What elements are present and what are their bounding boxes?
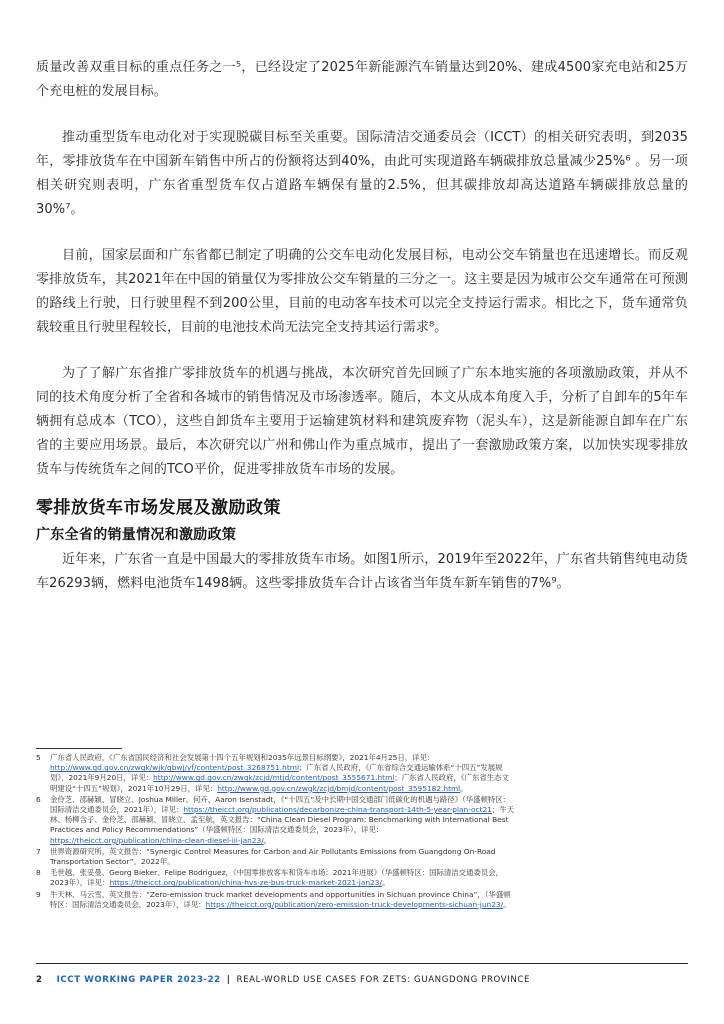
footnote-text-part: ；广东省人民政府，《广东省综合交通运输体系“十四五”发展规划》，2021年9月20日，详见： xyxy=(50,763,503,783)
footnote-9 xyxy=(36,890,516,910)
footnote-text-part: 毛世越、张妥曼、Georg Bieker、Felipe Rodriguez，《中国零排放客车和货车市场：2021年进展》（华盛顿特区：国际清洁交通委员会，2023年），详见： xyxy=(50,868,504,888)
footer-divider xyxy=(36,963,688,964)
footnote-text-part: 。 xyxy=(381,878,390,888)
footnotes xyxy=(36,753,516,911)
footnote-divider xyxy=(36,748,122,749)
series-label: ICCT WORKING PAPER 2023-22 xyxy=(56,975,221,985)
footnote-number: 9 xyxy=(36,889,41,899)
footnote-link[interactable]: http://www.gd.gov.cn/zwgk/wjk/qbwj/yf/content/post_3268751.html xyxy=(50,763,300,773)
footer-separator: | xyxy=(226,975,231,985)
footnote-text-part: ；牛天林、杨柳含子、金伶芝、邵赫颖、冒晓立、孟至航，英文报告：“China Clean Diesel Program: Benchmarking with International Best Practices and Policy Recommendations”（华盛顿特区：国际清洁交通委员会，2023年），详见： xyxy=(50,805,515,835)
paragraph-2: 推动重型货车电动化对于实现脱碳目标至关重要。国际清洁交通委员会（ICCT）的相关研究表明，到2035年，零排放货车在中国新车销售中所占的份额将达到40%，由此可实现道路车辆碳排放总量减少25%⁶ 。另一项相关研究则表明，广东省重型货车仅占道路车辆保有量的2.5%，但其碳排放却高达道路车辆碳排放总量的30%⁷。 xyxy=(36,130,688,217)
footnote-text-part: 金伶芝、邵赫颖、冒晓立、Joshua Miller、何卉、Aaron Isenstadt，《“十四五”及中长期中国交通部门低碳化的机遇与路径》（华盛顿特区：国际清洁交通委员会，2021年），详见： xyxy=(50,794,511,815)
paragraph-4: 为了了解广东省推广零排放货车的机遇与挑战，本次研究首先回顾了广东本地实施的各项激励政策，并从不同的技术角度分析了全省和各城市的销售情况及市场渗透率。随后，本文从成本角度入手，分析了自卸车的5年车辆拥有总成本（TCO），这些自卸货车主要用于运输建筑材料和建筑废弃物（泥头车），这是新能源自卸车在广东省的主要应用场景。最后，本次研究以广州和佛山作为重点城市，提出了一套激励政策方案，以加快实现零排放货车与传统货车之间的TCO平价，促进零排放货车市场的发展。 xyxy=(36,366,688,477)
footnote-number: 8 xyxy=(36,868,41,878)
footnote-8 xyxy=(36,868,516,888)
footnote-link[interactable]: http://www.gd.gov.cn/zwgk/zcjd/bmjd/content/post_3595182.html xyxy=(217,783,461,793)
footnote-link[interactable]: http://www.gd.gov.cn/zwgk/zcjd/mtjd/content/post_3555671.html xyxy=(153,773,395,783)
footnote-number: 7 xyxy=(36,846,41,856)
page-footer xyxy=(36,975,530,985)
footnote-link[interactable]: https://theicct.org/publication/zero-emission-truck-developments-sichuan-jun23/ xyxy=(205,899,504,909)
footnote-text-part: 广东省人民政府，《广东省国民经济和社会发展第十四个五年规划和2035年远景目标纲要》，2021年4月25日，详见： xyxy=(50,753,435,762)
footnote-link[interactable]: https://theicct.org/publications/decarbonize-china-transport-14th-5-year-plan-oct21 xyxy=(183,805,492,815)
footnote-number: 6 xyxy=(36,794,41,804)
footnote-text: 世界资源研究所，英文报告：“Synergic Control Measures for Carbon and Air Pollutants Emissions from Guangdong On-Road Transportation Sector”，2022年。 xyxy=(50,846,496,867)
paragraph-1: 质量改善双重目标的重点任务之一⁵，已经设定了2025年新能源汽车销量达到20%、建成4500家充电站和25万个充电桩的发展目标。 xyxy=(36,60,688,99)
footnote-text-part: 。 xyxy=(263,835,272,845)
paragraph-3: 目前，国家层面和广东省都已制定了明确的公交车电动化发展目标，电动公交车销量也在迅速增长。而反观零排放货车，其2021年在中国的销量仅为零排放公交车销量的三分之一。这主要是因为城市公交车通常在可预测的路线上行驶，日行驶里程不到200公里，目前的电动客车技术可以完全支持运行需求。相比之下，货车通常负载较重且行驶里程较长，目前的电池技术尚无法完全支持其运行需求⁸。 xyxy=(36,248,688,335)
footnote-text-part: 牛天林、马云雪，英文报告：“Zero-emission truck market developments and opportunities in Sichuan province China”，（华盛顿特区：国际清洁交通委员会，2023年），详见： xyxy=(50,889,511,909)
footnote-6 xyxy=(36,795,516,846)
footnote-text-part: 。 xyxy=(460,783,468,793)
footnote-text-part: ；广东省人民政府，《广东省生态文明建设“十四五”规划》，2021年10月29日，详见： xyxy=(50,773,509,793)
footnote-7 xyxy=(36,847,516,867)
footnote-text xyxy=(50,795,516,846)
footnote-text xyxy=(50,868,516,888)
main-body xyxy=(36,56,688,596)
section-heading: 零排放货车市场发展及激励政策 xyxy=(36,498,281,518)
footnote-link[interactable]: https://theicct.org/publication/china-clean-diesel-iii-jan23/ xyxy=(50,835,264,845)
footnote-text xyxy=(50,753,516,794)
subsection-heading: 广东全省的销量情况和激励政策 xyxy=(36,527,237,543)
footnote-link[interactable]: https://theicct.org/publication/china-hvs-ze-bus-truck-market-2021-jan23/ xyxy=(109,878,382,888)
page-number: 2 xyxy=(36,975,43,985)
footnote-text-part: 。 xyxy=(503,899,511,909)
footnote-5 xyxy=(36,753,516,794)
footnote-text xyxy=(50,890,516,910)
footnote-number: 5 xyxy=(36,753,41,762)
document-title: REAL-WORLD USE CASES FOR ZETS: GUANGDONG PROVINCE xyxy=(236,975,531,985)
paragraph-5: 近年来，广东省一直是中国最大的零排放货车市场。如图1所示，2019年至2022年，广东省共销售纯电动货车26293辆，燃料电池货车1498辆。这些零排放货车合计占该省当年货车新车销售的7%⁹。 xyxy=(36,552,688,591)
